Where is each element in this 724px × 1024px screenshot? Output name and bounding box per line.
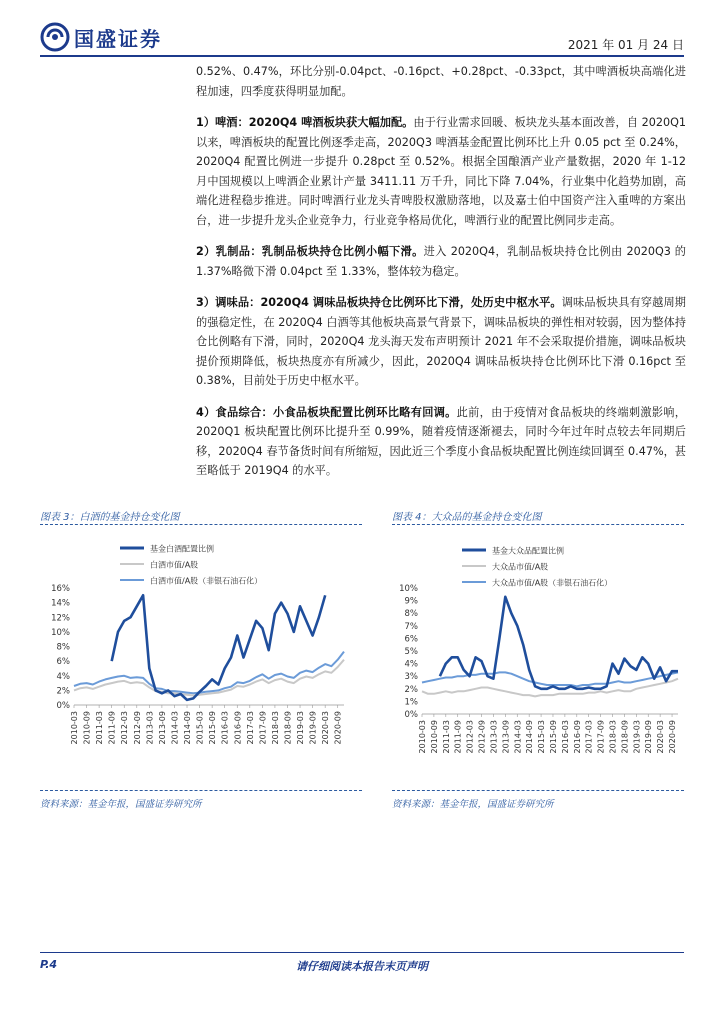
x-tick-label: 2018-09 <box>620 720 630 754</box>
report-date: 2021 年 01 月 24 日 <box>567 38 684 52</box>
x-tick-label: 2015-09 <box>548 720 558 754</box>
fig3-title-rule <box>40 524 362 525</box>
x-tick-label: 2014-03 <box>513 720 523 754</box>
x-tick-label: 2017-09 <box>596 720 606 754</box>
fig3-source-rule <box>40 790 362 791</box>
paragraph-beer-text: 由于行业需求回暖、板块龙头基本面改善，自 2020Q1 以来，啤酒板块的配置比例逐季走高，2020Q3 啤酒基金配置比例环比上升 0.05 pct 至 0.24%，2020Q4 配置比例进一步提升 0.28pct 至 0.52%。根据全国酿酒产业产量数据，2020 年 1-12 月中国规模以上啤酒企业累计产量 3411.11 万千升，同比下降 7.04%，行业集中化趋势加剧，高端化进程稳步推进。同时啤酒行业龙头青啤股权激励落地，以及嘉士伯中国资产注入重啤的方案出台，进一步提升龙头企业竞争力，行业竞争格局优化，啤酒行业的配置比例同步走高。 <box>196 116 686 227</box>
y-tick-label: 5% <box>404 647 418 657</box>
x-tick-label: 2019-03 <box>632 720 642 754</box>
x-tick-label: 2012-09 <box>132 711 142 745</box>
paragraph-food <box>196 403 686 481</box>
y-tick-label: 9% <box>404 596 418 607</box>
y-tick-label: 4% <box>56 671 70 682</box>
paragraph-intro-text: 0.52%、0.47%，环比分别-0.04pct、-0.16pct、+0.28pct、-0.33pct，其中啤酒板块高端化进程加速，四季度获得明显加配。 <box>196 65 686 98</box>
x-tick-label: 2018-03 <box>270 711 280 745</box>
x-tick-label: 2016-03 <box>560 720 570 754</box>
x-tick-label: 2011-03 <box>95 711 105 745</box>
paragraph-food-text: 此前，由于疫情对食品板块的终端刺激影响，2020Q1 板块配置比例环比提升至 0.99%，随着疫情逐渐褪去，同时今年过年时点较去年同期后移，2020Q4 春节备货时间有所缩短，因此近三个季度小食品板块配置比例连续回调至 0.47%，甚至略低于 2019Q4 的水平。 <box>196 405 686 477</box>
x-tick-label: 2013-03 <box>489 720 499 754</box>
x-tick-label: 2012-03 <box>120 711 130 745</box>
paragraph-dairy <box>196 242 686 281</box>
paragraph-intro <box>196 62 686 101</box>
x-tick-label: 2013-09 <box>501 720 511 754</box>
legend-label-0: 基金大众品配置比例 <box>492 546 564 556</box>
fig3-source: 资料来源：基金年报，国盛证券研究所 <box>40 799 202 810</box>
series-line-2 <box>422 672 678 686</box>
chart-mass-consumer-holdings <box>392 530 684 780</box>
x-tick-label: 2010-09 <box>429 720 439 754</box>
x-tick-label: 2010-09 <box>82 711 92 745</box>
company-name: 国盛证券 <box>74 26 162 51</box>
x-tick-label: 2014-09 <box>183 711 193 745</box>
x-tick-label: 2017-03 <box>584 720 594 754</box>
x-tick-label: 2010-03 <box>418 720 427 754</box>
x-tick-label: 2019-09 <box>308 711 318 745</box>
x-tick-label: 2011-03 <box>441 720 451 754</box>
y-tick-label: 0% <box>404 710 418 720</box>
x-tick-label: 2017-03 <box>245 711 255 745</box>
paragraph-condiment-heading: 3）调味品：2020Q4 调味品板块持仓比例环比下滑，处历史中枢水平。 <box>196 296 562 309</box>
company-logo <box>40 20 162 54</box>
company-logo-icon <box>40 22 70 52</box>
legend-label-0: 基金白酒配置比例 <box>150 544 214 554</box>
header-rule <box>40 55 684 57</box>
paragraph-condiment <box>196 293 686 391</box>
legend-label-2: 大众品市值/A股（非银石油石化） <box>492 578 613 588</box>
footer-rule <box>40 952 684 953</box>
fig4-source: 资料来源：基金年报，国盛证券研究所 <box>392 799 554 810</box>
fig3-title: 图表 3：白酒的基金持仓变化图 <box>40 512 180 523</box>
x-tick-label: 2020-09 <box>333 711 343 745</box>
x-tick-label: 2017-09 <box>258 711 268 745</box>
x-tick-label: 2020-03 <box>656 720 666 754</box>
x-tick-label: 2018-09 <box>283 711 293 745</box>
y-tick-label: 3% <box>404 672 418 683</box>
x-tick-label: 2020-03 <box>321 711 331 745</box>
x-tick-label: 2012-09 <box>477 720 487 754</box>
fig4-title-rule <box>392 524 684 525</box>
paragraph-beer <box>196 113 686 230</box>
y-tick-label: 7% <box>404 621 418 632</box>
paragraph-food-heading: 4）食品综合：小食品板块配置比例环比略有回调。 <box>196 405 457 419</box>
y-tick-label: 4% <box>404 659 418 670</box>
y-tick-label: 10% <box>399 584 418 594</box>
x-tick-label: 2014-09 <box>525 720 535 754</box>
y-tick-label: 12% <box>51 613 70 624</box>
paragraph-condiment-text: 调味品板块具有穿越周期的强稳定性，在 2020Q4 白酒等其他板块高景气背景下，调味品板块的弹性相对较弱，因为整体持仓比例略有下滑，同时，2020Q4 龙头海天发布声明预计 2021 年不会采取提价措施，调味品板块提价预期降低，板块热度亦有所减少，因此，2020Q4 调味品板块持仓比例环比下滑 0.16pct 至 0.38%，目前处于历史中枢水平。 <box>196 296 686 387</box>
x-tick-label: 2013-03 <box>145 711 155 745</box>
y-tick-label: 0% <box>56 701 70 711</box>
y-tick-label: 1% <box>404 697 418 708</box>
x-tick-label: 2013-09 <box>157 711 167 745</box>
fig4-source-rule <box>392 790 684 791</box>
legend-label-1: 白酒市值/A股 <box>150 560 199 570</box>
chart-baijiu-holdings <box>40 530 362 780</box>
x-tick-label: 2015-03 <box>537 720 547 754</box>
paragraph-beer-heading: 1）啤酒：2020Q4 啤酒板块获大幅加配。 <box>196 116 414 129</box>
x-tick-label: 2012-03 <box>465 720 475 754</box>
x-tick-label: 2018-03 <box>608 720 618 754</box>
y-tick-label: 6% <box>404 634 418 645</box>
x-tick-label: 2015-03 <box>195 711 205 745</box>
x-tick-label: 2010-03 <box>70 711 79 745</box>
y-tick-label: 8% <box>404 609 418 620</box>
footer-disclaimer: 请仔细阅读本报告末页声明 <box>296 960 428 973</box>
y-tick-label: 6% <box>56 657 70 668</box>
x-tick-label: 2019-03 <box>296 711 306 745</box>
x-tick-label: 2015-09 <box>208 711 218 745</box>
y-tick-label: 16% <box>51 584 70 594</box>
body-text <box>196 62 686 493</box>
page-number: P.4 <box>40 958 58 971</box>
y-tick-label: 8% <box>56 642 70 653</box>
paragraph-dairy-text: 进入 2020Q4，乳制品板块持仓比例由 2020Q3 的 1.37%略微下滑 0.04pct 至 1.33%，整体较为稳定。 <box>196 245 686 278</box>
x-tick-label: 2011-09 <box>107 711 117 745</box>
x-tick-label: 2014-03 <box>170 711 180 745</box>
x-tick-label: 2016-09 <box>233 711 243 745</box>
y-tick-label: 2% <box>56 686 70 697</box>
legend-label-2: 白酒市值/A股（非银石油石化） <box>150 576 263 586</box>
y-tick-label: 2% <box>404 684 418 695</box>
x-tick-label: 2011-09 <box>453 720 463 754</box>
x-tick-label: 2016-03 <box>220 711 230 745</box>
y-tick-label: 14% <box>51 598 70 609</box>
legend-label-1: 大众品市值/A股 <box>492 562 549 572</box>
fig4-title: 图表 4：大众品的基金持仓变化图 <box>392 512 542 523</box>
paragraph-dairy-heading: 2）乳制品：乳制品板块持仓比例小幅下滑。 <box>196 245 424 258</box>
x-tick-label: 2020-09 <box>668 720 678 754</box>
series-line-2 <box>74 652 344 694</box>
x-tick-label: 2016-09 <box>572 720 582 754</box>
y-tick-label: 10% <box>51 627 70 638</box>
x-tick-label: 2019-09 <box>644 720 654 754</box>
